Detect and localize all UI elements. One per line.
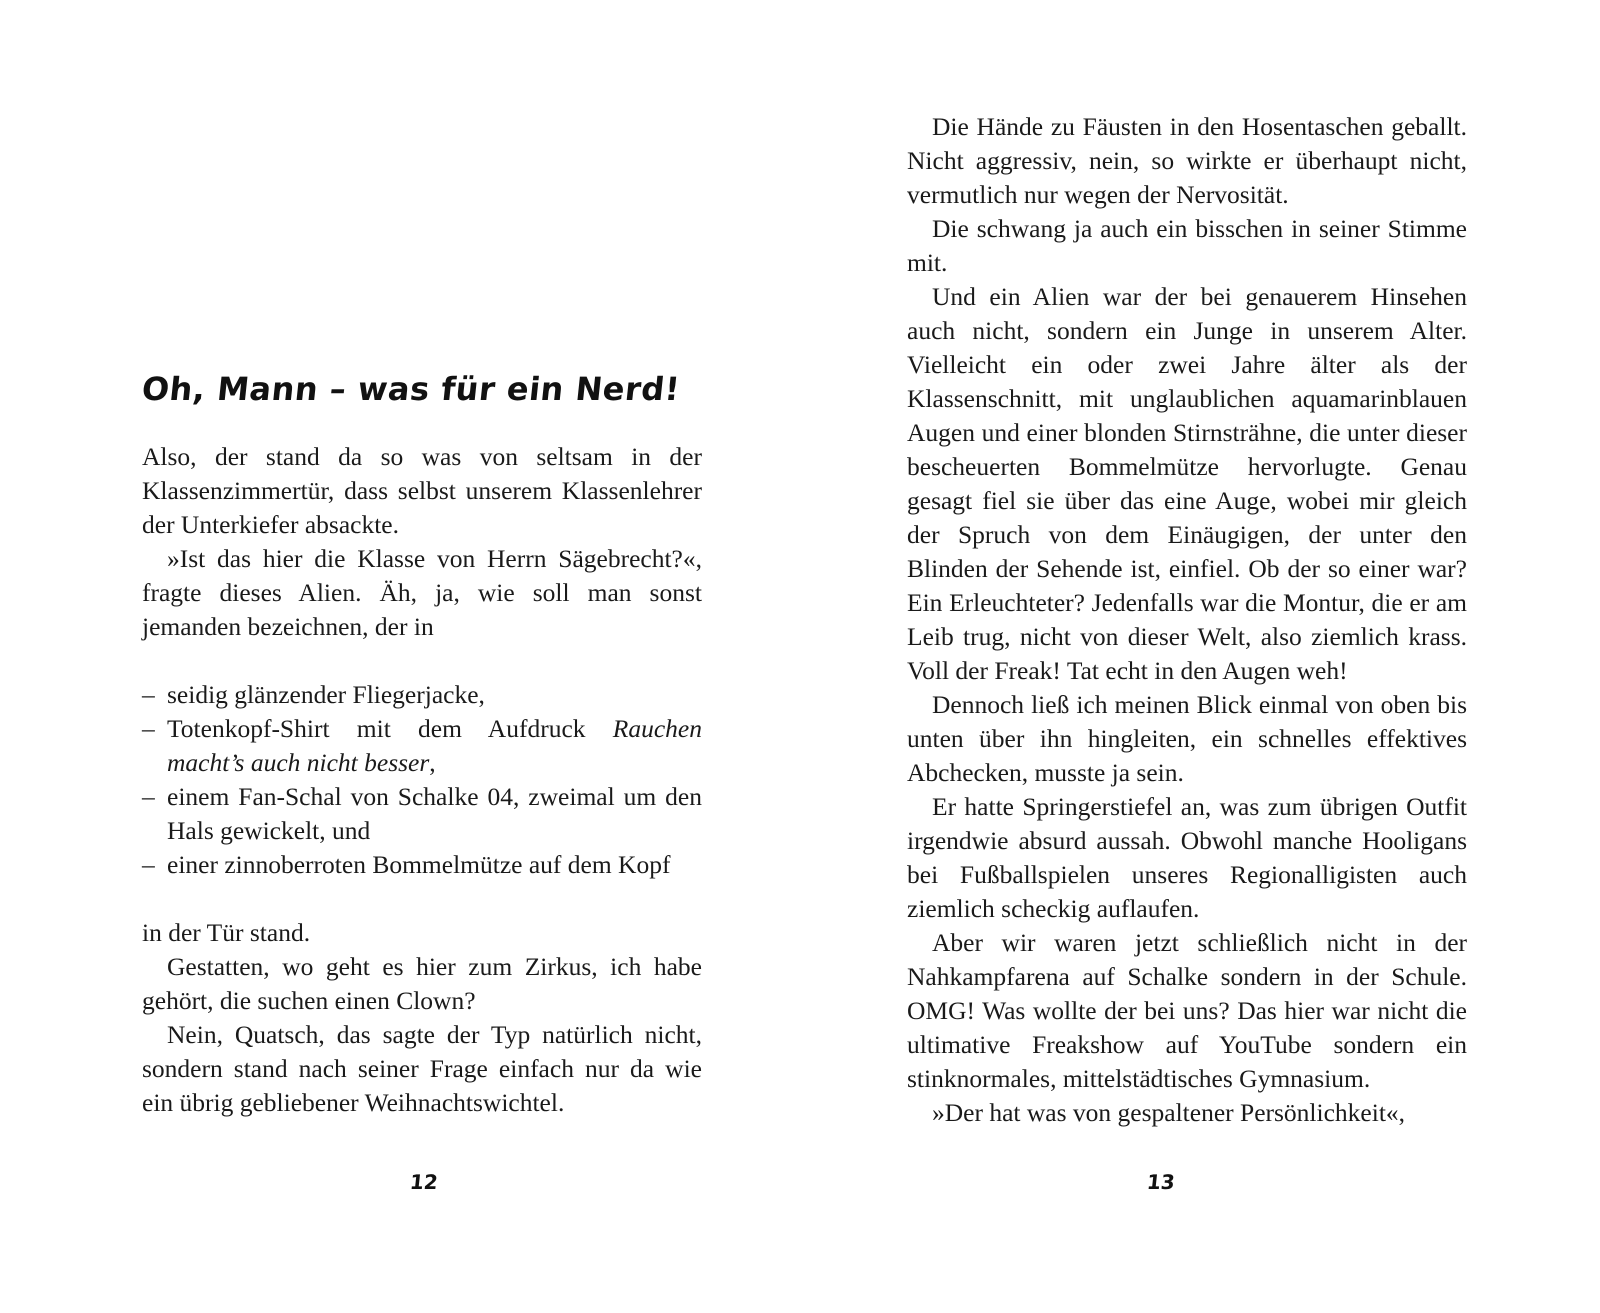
paragraph: »Ist das hier die Klasse von Herrn Sägebrecht?«, fragte dieses Alien. Äh, ja, wie soll man sonst jemanden bezeichnen, der in [142,544,702,641]
list-item-text: einer zinnoberroten Bommelmütze auf dem Kopf [167,850,671,879]
paragraph: Gestatten, wo geht es hier zum Zirkus, ich habe gehört, die suchen einen Clown? [142,952,702,1015]
list-item-suffix: , [429,748,436,777]
list-dash: – [142,714,155,743]
paragraph: »Der hat was von gespaltener Persönlichkeit«, [932,1098,1406,1127]
list-item [142,712,702,780]
outfit-list [142,678,702,882]
paragraph: Die Hände zu Fäusten in den Hosentaschen geballt. Nicht aggressiv, nein, so wirkte er überhaupt nicht, vermutlich nur wegen der Nervosität. [907,112,1467,209]
paragraph: Und ein Alien war der bei genauerem Hinsehen auch nicht, sondern ein Junge in unserem Alter. Vielleicht ein oder zwei Jahre älter als der Klassenschnitt, mit unglaublichen aquamarinblauen Augen und einer blonden Stirnsträhne, die unter dieser bescheuerten Bommelmütze hervorlugte. Genau gesagt fiel sie über das eine Auge, wobei mir gleich der Spruch von dem Einäugigen, der unter den Blinden der Sehende ist, einfiel. Ob der so einer war? Ein Erleuchteter? Jedenfalls war die Montur, die er am Leib trug, nicht von dieser Welt, also ziemlich krass. Voll der Freak! Tat echt in den Augen weh! [907,282,1467,685]
list-item-text: Totenkopf-Shirt mit dem Aufdruck [167,714,613,743]
paragraph: Dennoch ließ ich meinen Blick einmal von oben bis unten über ihn hingleiten, ein schnelles effektives Abchecken, musste ja sein. [907,690,1467,787]
right-page [800,0,1600,1313]
paragraph: Also, der stand da so was von seltsam in der Klassenzimmertür, dass selbst unserem Klassenlehrer der Unterkiefer absackte. [142,442,702,539]
paragraph: in der Tür stand. [142,918,311,947]
paragraph: Die schwang ja auch ein bisschen in seiner Stimme mit. [907,214,1467,277]
paragraph: Nein, Quatsch, das sagte der Typ natürlich nicht, sondern stand nach seiner Frage einfach nur da wie ein übrig gebliebener Weihnachtswichtel. [142,1020,702,1117]
chapter-title: Oh, Mann – was für ein Nerd! [140,370,682,408]
list-item [142,848,702,882]
list-item [142,678,702,712]
list-dash: – [142,680,155,709]
page-number: 13 [1145,1170,1177,1194]
list-item-emphasis: Rauchen macht’s auch nicht besser [167,714,702,777]
left-page-text [142,440,702,1120]
list-item-text: einem Fan-Schal von Schalke 04, zweimal um den Hals gewickelt, und [167,782,702,845]
list-item-text: seidig glänzender Fliegerjacke, [167,680,485,709]
paragraph: Aber wir waren jetzt schließlich nicht in der Nahkampfarena auf Schalke sondern in der Schule. OMG! Was wollte der bei uns? Das hier war nicht die ultimative Freakshow auf YouTube sondern ein stinknormales, mittelstädtisches Gymnasium. [907,928,1467,1093]
page-number: 12 [408,1170,440,1194]
paragraph: Er hatte Springerstiefel an, was zum übrigen Outfit irgendwie absurd aussah. Obwohl manche Hooligans bei Fußballspielen unseres Regionalligisten auch ziemlich scheckig auflaufen. [907,792,1467,923]
list-dash: – [142,850,155,879]
list-item [142,780,702,848]
right-page-text [907,110,1467,1130]
list-dash: – [142,782,155,811]
